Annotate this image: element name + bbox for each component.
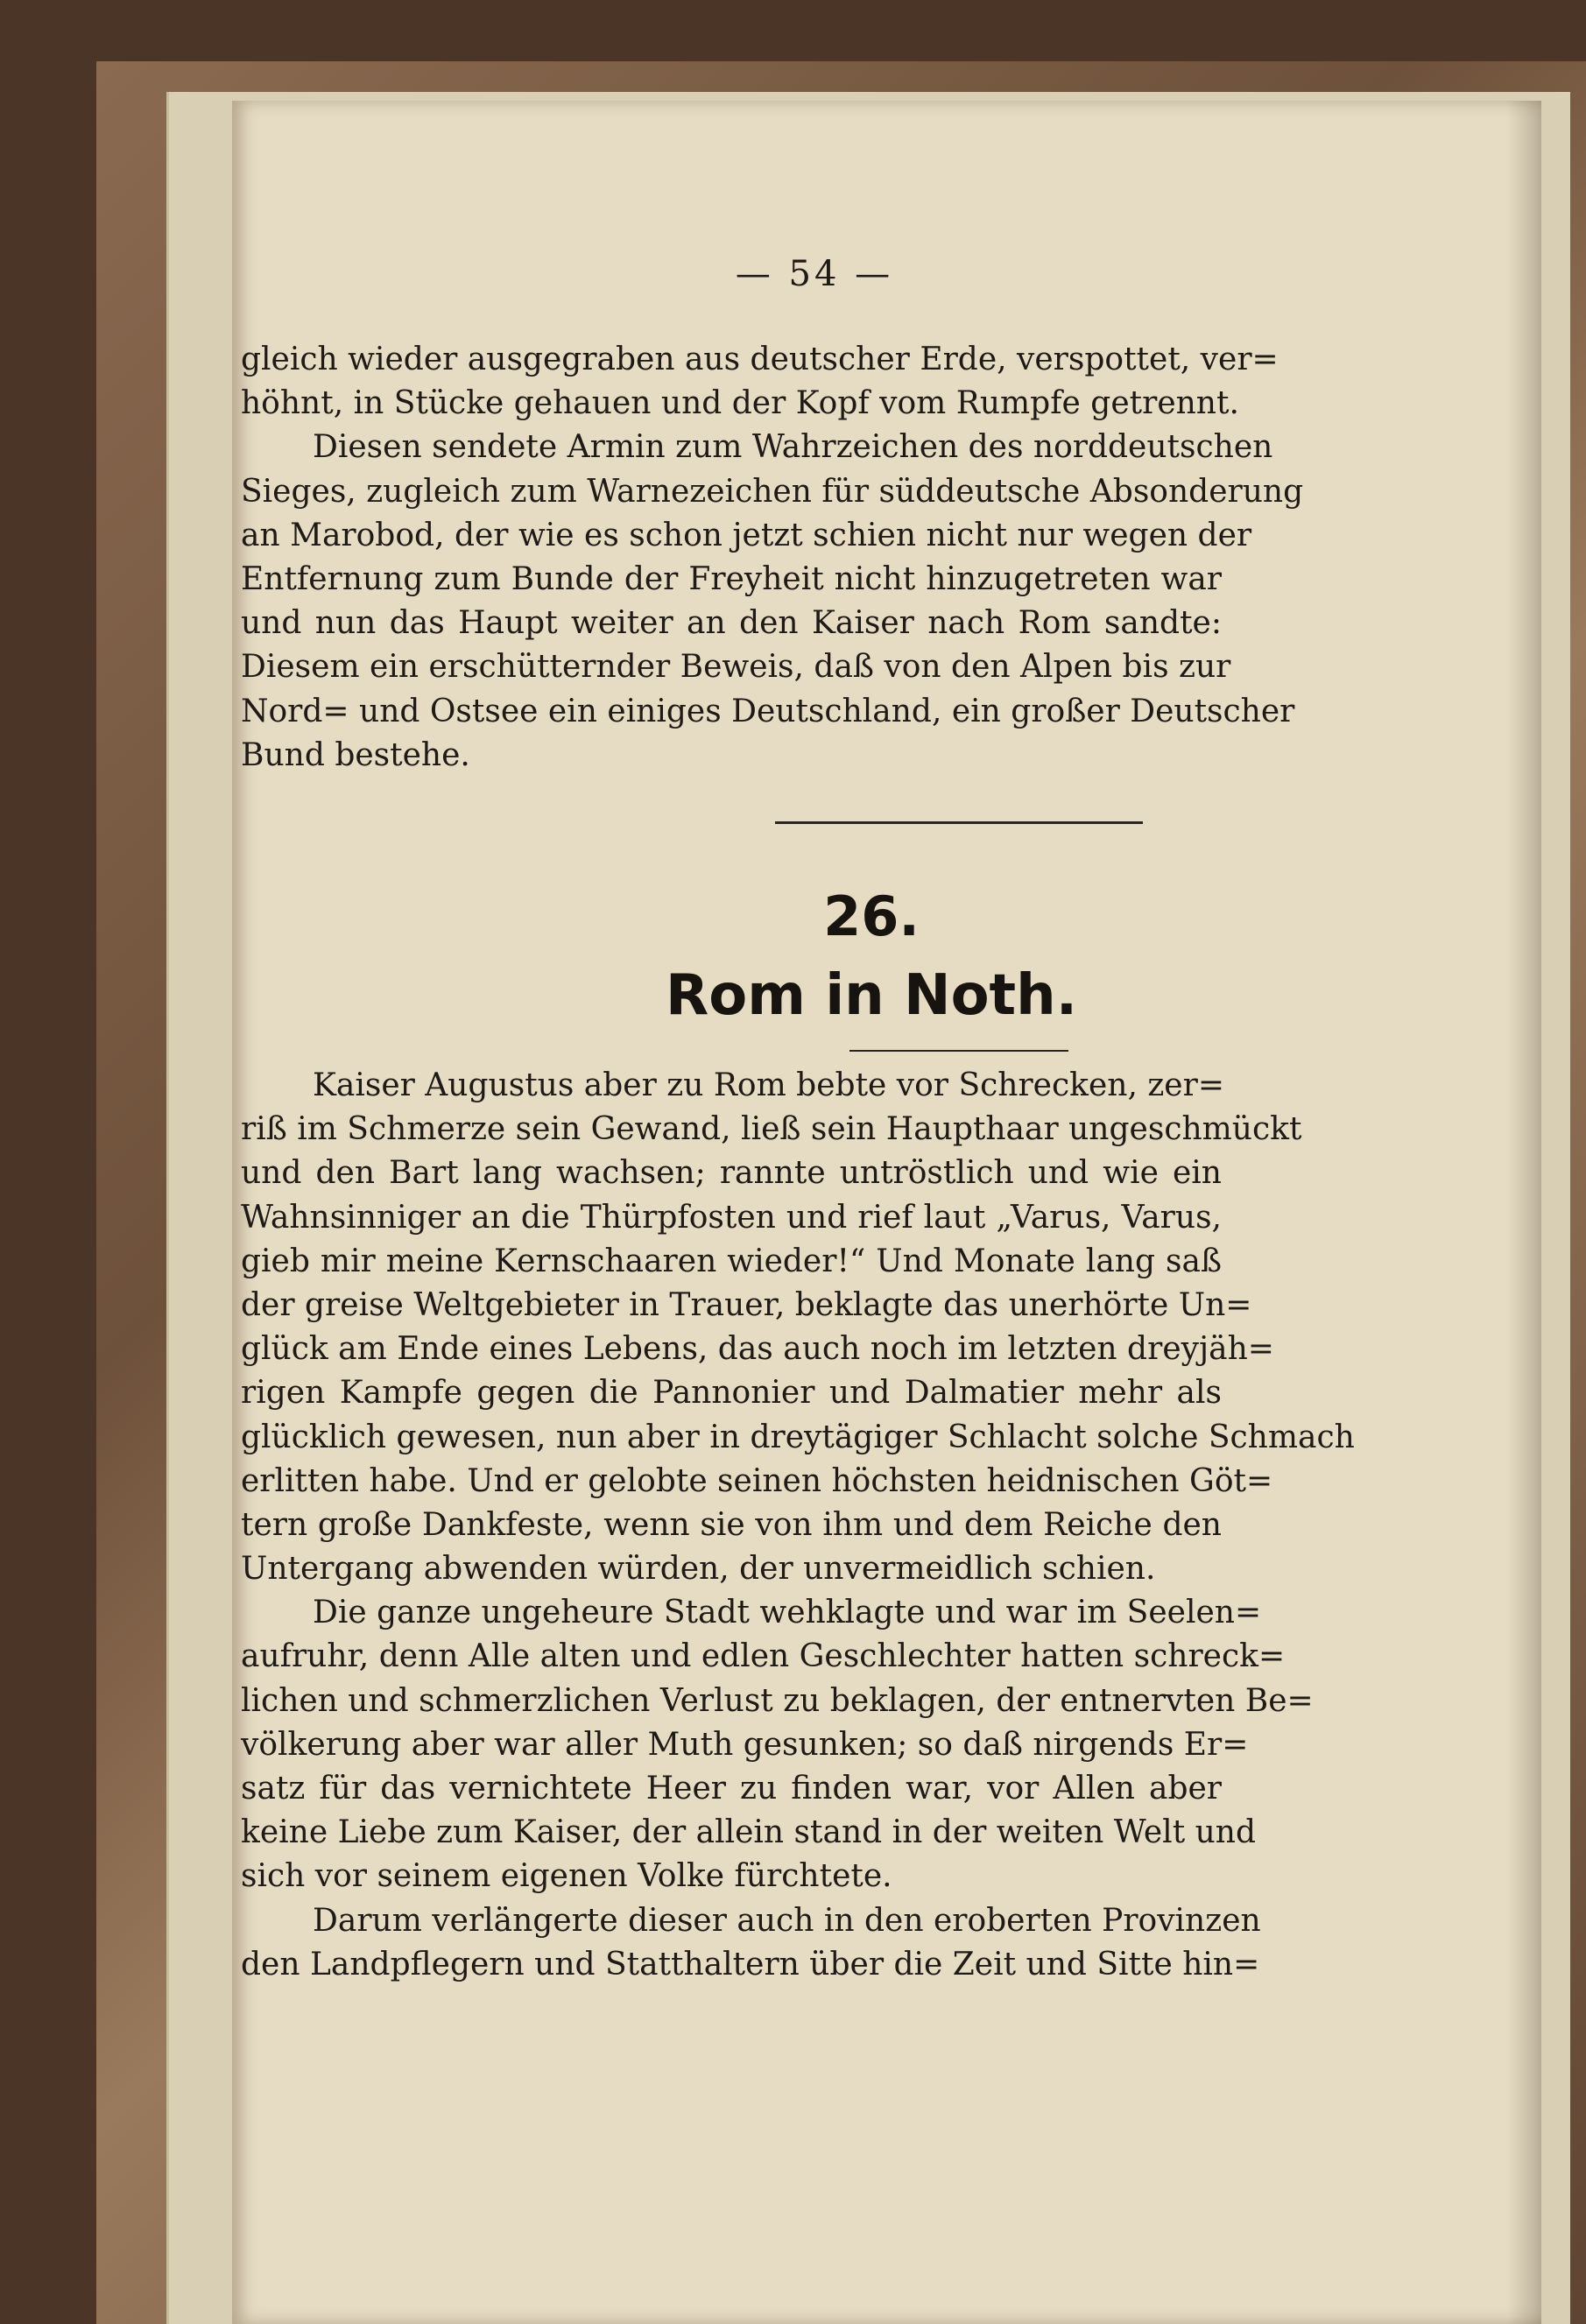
text-line: Kaiser Augustus aber zu Rom bebte vor Schrecken, zer= [313,1067,1224,1103]
text-line: gleich wieder ausgegraben aus deutscher Erde, verspottet, ver= [241,342,1279,377]
paragraph-block-2 [241,1064,1355,1987]
text-line: und den Bart lang wachsen; rannte untröstlich und wie ein [241,1155,1222,1192]
text-line: Untergang abwenden würden, der unvermeidlich schien. [241,1551,1156,1588]
text-line: Diesem ein erschütternder Beweis, daß von den Alpen bis zur [241,649,1231,686]
section-divider [775,821,1143,824]
text-line: Diesen sendete Armin zum Wahrzeichen des norddeutschen [313,429,1273,466]
text-line: Sieges, zugleich zum Warnezeichen für süddeutsche Absonderung [241,473,1304,510]
text-line: gieb mir meine Kernschaaren wieder!“ Und Monate lang saß [241,1243,1222,1279]
text-line: völkerung aber war aller Muth gesunken; so daß nirgends Er= [241,1726,1249,1763]
text-line: glück am Ende eines Lebens, das auch noch im letzten dreyjäh= [241,1331,1274,1368]
text-line: Entfernung zum Bunde der Freyheit nicht hinzugetreten war [241,560,1222,597]
text-line: Die ganze ungeheure Stadt wehklagte und war im Seelen= [313,1595,1262,1631]
text-line: aufruhr, denn Alle alten und edlen Geschlechter hatten schreck= [241,1638,1286,1675]
text-line: Darum verlängerte dieser auch in den eroberten Provinzen [313,1902,1261,1939]
text-line: Bund bestehe. [241,736,470,773]
text-line: den Landpflegern und Statthaltern über die Zeit und Sitte hin= [241,1946,1260,1982]
text-line: erlitten habe. Und er gelobte seinen höchsten heidnischen Göt= [241,1462,1273,1499]
text-line: und nun das Haupt weiter an den Kaiser nach Rom sandte: [241,605,1222,642]
text-line: lichen und schmerzlichen Verlust zu beklagen, der entnervten Be= [241,1682,1314,1719]
text-line: satz für das vernichtete Heer zu finden war, vor Allen aber [241,1771,1222,1806]
text-line: tern große Dankfeste, wenn sie von ihm und dem Reiche den [241,1506,1222,1543]
chapter-title: Rom in Noth. [666,963,1077,1028]
title-underline [849,1050,1068,1052]
paragraph-block-1 [241,338,1304,778]
text-line: riß im Schmerze sein Gewand, ließ sein Haupthaar ungeschmückt [241,1111,1302,1148]
page-number: — 54 — [735,254,894,294]
text-line: Wahnsinniger an die Thürpfosten und rief laut „Varus, Varus, [241,1199,1222,1236]
text-line: rigen Kampfe gegen die Pannonier und Dalmatier mehr als [241,1375,1222,1412]
text-line: Nord= und Ostsee ein einiges Deutschland, ein großer Deutscher [241,693,1295,729]
chapter-number: 26. [823,884,920,948]
text-line: keine Liebe zum Kaiser, der allein stand in der weiten Welt und [241,1814,1257,1851]
text-line: der greise Weltgebieter in Trauer, beklagte das unerhörte Un= [241,1286,1252,1323]
text-line: sich vor seinem eigenen Volke fürchtete. [241,1858,892,1895]
text-line: an Marobod, der wie es schon jetzt schien nicht nur wegen der [241,517,1252,553]
page-shadow [1506,101,1541,2324]
text-line: glücklich gewesen, nun aber in dreytägiger Schlacht solche Schmach [241,1419,1355,1455]
text-line: höhnt, in Stücke gehauen und der Kopf vom Rumpfe getrennt. [241,385,1239,422]
